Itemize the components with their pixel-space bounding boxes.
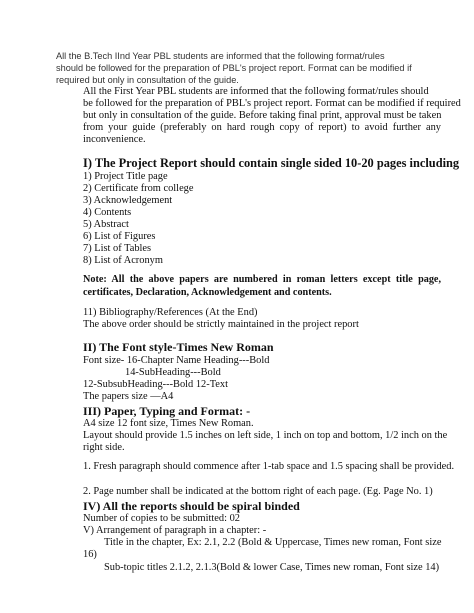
- copies-line: Number of copies to be submitted: 02: [83, 513, 240, 524]
- section-1-heading: I) The Project Report should contain single sided 10-20 pages including: [83, 156, 460, 170]
- note-line-2: certificates, Declaration, Acknowledgement and contents.: [83, 287, 332, 298]
- list-item: 8) List of Acronym: [83, 255, 163, 266]
- arrangement-line: V) Arrangement of paragraph in a chapter: -: [83, 525, 267, 536]
- font-line: Font size- 16-Chapter Name Heading---Bold: [83, 355, 270, 366]
- section-2-heading: II) The Font style-Times New Roman: [83, 340, 274, 354]
- paper-line: A4 size 12 font size, Times New Roman.: [83, 418, 254, 429]
- list-item: 7) List of Tables: [83, 243, 152, 254]
- section-4-heading: IV) All the reports should be spiral binded: [83, 499, 300, 513]
- font-line: 14-SubHeading---Bold: [125, 367, 221, 378]
- order-line: The above order should be strictly maintained in the project report: [83, 319, 359, 330]
- intro-thin-line-2: should be followed for the preparation of PBL's project report. Format can be modified if: [56, 63, 412, 73]
- title-line-2: 16): [83, 549, 97, 560]
- intro-para-line-5: inconvenience.: [83, 134, 146, 145]
- note-line-1: Note: All the above papers are numbered in roman letters except title page,: [83, 274, 441, 285]
- font-line: The papers size —A4: [83, 391, 174, 402]
- paper-line: right side.: [83, 442, 125, 453]
- bibliography-item: 11) Bibliography/References (At the End): [83, 307, 258, 318]
- subtopic-line: Sub-topic titles 2.1.2, 2.1.3(Bold & lower Case, Times new roman, Font size 14): [104, 562, 440, 573]
- list-item: 1) Project Title page: [83, 171, 168, 182]
- intro-para-line-2: be followed for the preparation of PBL's project report. Format can be modified if required: [83, 98, 461, 109]
- list-item: 6) List of Figures: [83, 231, 156, 242]
- title-line-1: Title in the chapter, Ex: 2.1, 2.2 (Bold & Uppercase, Times new roman, Font size: [104, 537, 442, 548]
- intro-thin-line-1: All the B.Tech IInd Year PBL students are informed that the following format/rules: [56, 51, 385, 61]
- intro-para-line-4: from your guide (preferably on hard rough copy of report) to avoid further any: [83, 122, 441, 133]
- list-item: 4) Contents: [83, 207, 132, 218]
- font-line: 12-SubsubHeading---Bold 12-Text: [83, 379, 229, 390]
- section-3-heading: III) Paper, Typing and Format: -: [83, 404, 251, 418]
- list-item: 5) Abstract: [83, 219, 129, 230]
- point-1: 1. Fresh paragraph should commence after 1-tab space and 1.5 spacing shall be provided.: [83, 461, 455, 472]
- intro-thin-line-3: required but only in consultation of the guide.: [56, 75, 239, 85]
- intro-para-line-3: but only in consultation of the guide. Before taking final print, approval must be taken: [83, 110, 442, 121]
- list-item: 2) Certificate from college: [83, 183, 194, 194]
- point-2: 2. Page number shall be indicated at the bottom right of each page. (Eg. Page No. 1): [83, 486, 433, 497]
- paper-line: Layout should provide 1.5 inches on left side, 1 inch on top and bottom, 1/2 inch on the: [83, 430, 448, 441]
- intro-para-line-1: All the First Year PBL students are informed that the following format/rules should: [83, 86, 429, 97]
- list-item: 3) Acknowledgement: [83, 195, 173, 206]
